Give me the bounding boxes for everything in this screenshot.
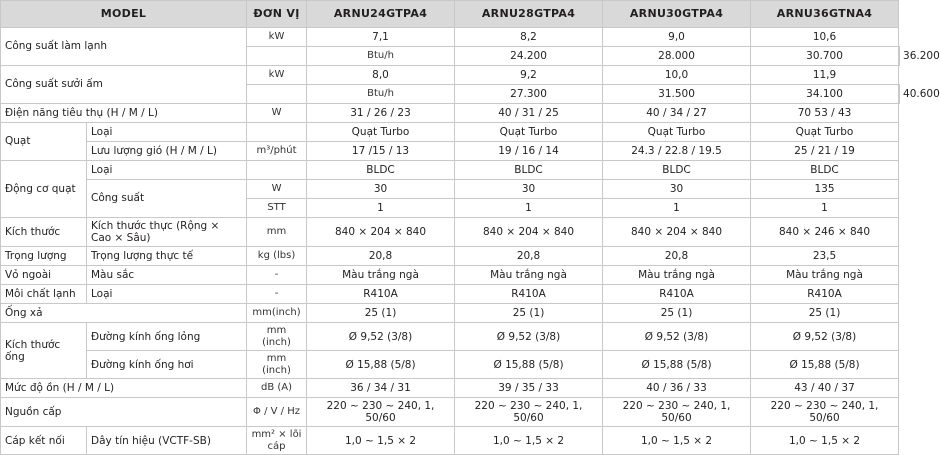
table-row	[1, 304, 900, 323]
row-value: 20,8	[307, 247, 455, 266]
row-label: Cáp kết nối	[1, 427, 87, 455]
row-value: BLDC	[307, 161, 455, 180]
row-value: 25 (1)	[307, 304, 455, 323]
row-label: Vỏ ngoài	[1, 266, 87, 285]
table-row	[1, 398, 900, 427]
row-value: Ø 15,88 (5/8)	[455, 351, 603, 379]
row-value: Màu trắng ngà	[751, 266, 899, 285]
table-row	[1, 218, 900, 247]
row-value: 220 ~ 230 ~ 240, 1, 50/60	[307, 398, 455, 427]
row-value: 1	[603, 199, 751, 218]
row-label: Trọng lượng	[1, 247, 87, 266]
row-value: Ø 9,52 (3/8)	[455, 323, 603, 351]
row-unit: dB (A)	[247, 379, 307, 398]
table-header	[1, 1, 900, 28]
table-row	[1, 180, 900, 199]
table-row	[1, 266, 900, 285]
row-value: 220 ~ 230 ~ 240, 1, 50/60	[751, 398, 899, 427]
row-value: 840 × 204 × 840	[455, 218, 603, 247]
row-value: 19 / 16 / 14	[455, 142, 603, 161]
row-value: Quạt Turbo	[751, 123, 899, 142]
header-unit: ĐƠN VỊ	[247, 1, 307, 28]
row-label: Điện năng tiêu thụ (H / M / L)	[1, 104, 247, 123]
row-value: 8,0	[307, 66, 455, 85]
row-unit: -	[247, 285, 307, 304]
row-unit: mm	[247, 218, 307, 247]
row-value: 28.000	[603, 47, 751, 66]
row-value: Màu trắng ngà	[455, 266, 603, 285]
row-sublabel: Đường kính ống hơi	[87, 351, 247, 379]
table-row	[1, 285, 900, 304]
row-value: Ø 15,88 (5/8)	[603, 351, 751, 379]
row-label: Công suất sưởi ấm	[1, 66, 247, 104]
row-unit: kW	[247, 66, 307, 85]
row-value: 24.3 / 22.8 / 19.5	[603, 142, 751, 161]
row-sublabel: Loại	[87, 161, 247, 180]
row-value: R410A	[307, 285, 455, 304]
row-label: Mức độ ồn (H / M / L)	[1, 379, 247, 398]
row-value: Màu trắng ngà	[307, 266, 455, 285]
row-value: 27.300	[455, 85, 603, 104]
row-sublabel: Màu sắc	[87, 266, 247, 285]
row-value: 25 (1)	[455, 304, 603, 323]
header-model-3: ARNU30GTPA4	[603, 1, 751, 28]
row-unit: STT	[247, 199, 307, 218]
row-unit: mm(inch)	[247, 304, 307, 323]
row-label: Nguồn cấp	[1, 398, 247, 427]
row-label: Kích thước	[1, 218, 87, 247]
row-label: Quạt	[1, 123, 87, 161]
table-row	[1, 142, 900, 161]
row-value: 24.200	[455, 47, 603, 66]
row-value: 220 ~ 230 ~ 240, 1, 50/60	[603, 398, 751, 427]
row-value: 43 / 40 / 37	[751, 379, 899, 398]
row-value: 25 (1)	[751, 304, 899, 323]
row-sublabel: Công suất	[87, 180, 247, 218]
row-sublabel: Loại	[87, 123, 247, 142]
row-unit	[247, 123, 307, 142]
row-value: 135	[751, 180, 899, 199]
row-sublabel	[247, 85, 307, 104]
row-value: R410A	[603, 285, 751, 304]
row-unit: Btu/h	[307, 85, 455, 104]
row-value: Ø 9,52 (3/8)	[751, 323, 899, 351]
table-body	[1, 28, 940, 455]
header-model: MODEL	[1, 1, 247, 28]
row-value: 8,2	[455, 28, 603, 47]
row-value: Ø 15,88 (5/8)	[751, 351, 899, 379]
row-unit: mm (inch)	[247, 323, 307, 351]
row-value: 23,5	[751, 247, 899, 266]
header-model-2: ARNU28GTPA4	[455, 1, 603, 28]
row-sublabel: Loại	[87, 285, 247, 304]
row-value: R410A	[455, 285, 603, 304]
row-value: Ø 9,52 (3/8)	[307, 323, 455, 351]
row-label: Môi chất lạnh	[1, 285, 87, 304]
row-value: 840 × 204 × 840	[307, 218, 455, 247]
row-unit: mm² × lõi cáp	[247, 427, 307, 455]
row-value: 17 /15 / 13	[307, 142, 455, 161]
row-unit: W	[247, 104, 307, 123]
row-value: 40.600	[903, 87, 940, 100]
row-value: 30	[603, 180, 751, 199]
row-unit	[247, 161, 307, 180]
row-value: 1,0 ~ 1,5 × 2	[307, 427, 455, 455]
table-row	[1, 351, 900, 379]
row-value: 11,9	[751, 66, 899, 85]
row-unit: kW	[247, 28, 307, 47]
table-row	[1, 379, 900, 398]
row-value: 9,2	[455, 66, 603, 85]
row-value: BLDC	[603, 161, 751, 180]
row-value: 40 / 34 / 27	[603, 104, 751, 123]
row-value: 1,0 ~ 1,5 × 2	[455, 427, 603, 455]
row-value: 36.200	[903, 49, 940, 62]
table-row	[1, 247, 900, 266]
row-unit: Btu/h	[307, 47, 455, 66]
row-value: 25 / 21 / 19	[751, 142, 899, 161]
header-model-4: ARNU36GTNA4	[751, 1, 899, 28]
row-value: Quạt Turbo	[455, 123, 603, 142]
table-row	[1, 123, 900, 142]
row-label: Công suất làm lạnh	[1, 28, 247, 66]
row-unit: m³/phút	[247, 142, 307, 161]
row-unit: -	[247, 266, 307, 285]
row-value: 1,0 ~ 1,5 × 2	[603, 427, 751, 455]
row-value: R410A	[751, 285, 899, 304]
row-sublabel: Kích thước thực (Rộng × Cao × Sâu)	[87, 218, 247, 247]
row-value: 30	[307, 180, 455, 199]
header-row	[1, 1, 900, 28]
row-sublabel: Lưu lượng gió (H / M / L)	[87, 142, 247, 161]
row-value: 20,8	[603, 247, 751, 266]
row-unit: kg (lbs)	[247, 247, 307, 266]
row-value: Ø 9,52 (3/8)	[603, 323, 751, 351]
row-value: 34.100	[751, 85, 899, 104]
row-value: 70 53 / 43	[751, 104, 899, 123]
row-value: 1	[455, 199, 603, 218]
table-row	[1, 427, 900, 455]
row-value: Ø 15,88 (5/8)	[307, 351, 455, 379]
row-sublabel: Trọng lượng thực tế	[87, 247, 247, 266]
row-sublabel: Đường kính ống lỏng	[87, 323, 247, 351]
row-value: 7,1	[307, 28, 455, 47]
row-value: 39 / 35 / 33	[455, 379, 603, 398]
row-value: Màu trắng ngà	[603, 266, 751, 285]
table-row	[1, 28, 900, 47]
row-value: 25 (1)	[603, 304, 751, 323]
row-label: Ống xả	[1, 304, 247, 323]
row-value: 31 / 26 / 23	[307, 104, 455, 123]
row-value: 1,0 ~ 1,5 × 2	[751, 427, 899, 455]
row-value: BLDC	[455, 161, 603, 180]
table-row	[1, 104, 900, 123]
row-unit: W	[247, 180, 307, 199]
table-row	[1, 161, 900, 180]
row-value: 220 ~ 230 ~ 240, 1, 50/60	[455, 398, 603, 427]
row-unit: mm (inch)	[247, 351, 307, 379]
table-row	[1, 323, 900, 351]
row-unit: Φ / V / Hz	[247, 398, 307, 427]
row-sublabel: Dây tín hiệu (VCTF-SB)	[87, 427, 247, 455]
row-value: 840 × 246 × 840	[751, 218, 899, 247]
row-value: 10,0	[603, 66, 751, 85]
row-value: 840 × 204 × 840	[603, 218, 751, 247]
row-value: 1	[307, 199, 455, 218]
row-value: 20,8	[455, 247, 603, 266]
row-value: 40 / 36 / 33	[603, 379, 751, 398]
row-label: Kích thước ống	[1, 323, 87, 379]
row-value: 40 / 31 / 25	[455, 104, 603, 123]
row-value: 30.700	[751, 47, 899, 66]
row-value: 9,0	[603, 28, 751, 47]
row-label: Động cơ quạt	[1, 161, 87, 218]
row-value: Quạt Turbo	[603, 123, 751, 142]
row-value: 31.500	[603, 85, 751, 104]
row-value: 30	[455, 180, 603, 199]
row-value: BLDC	[751, 161, 899, 180]
row-value: 1	[751, 199, 899, 218]
row-value: Quạt Turbo	[307, 123, 455, 142]
row-value: 10,6	[751, 28, 899, 47]
header-model-1: ARNU24GTPA4	[307, 1, 455, 28]
row-value: 36 / 34 / 31	[307, 379, 455, 398]
row-sublabel	[247, 47, 307, 66]
table-row	[1, 66, 900, 85]
